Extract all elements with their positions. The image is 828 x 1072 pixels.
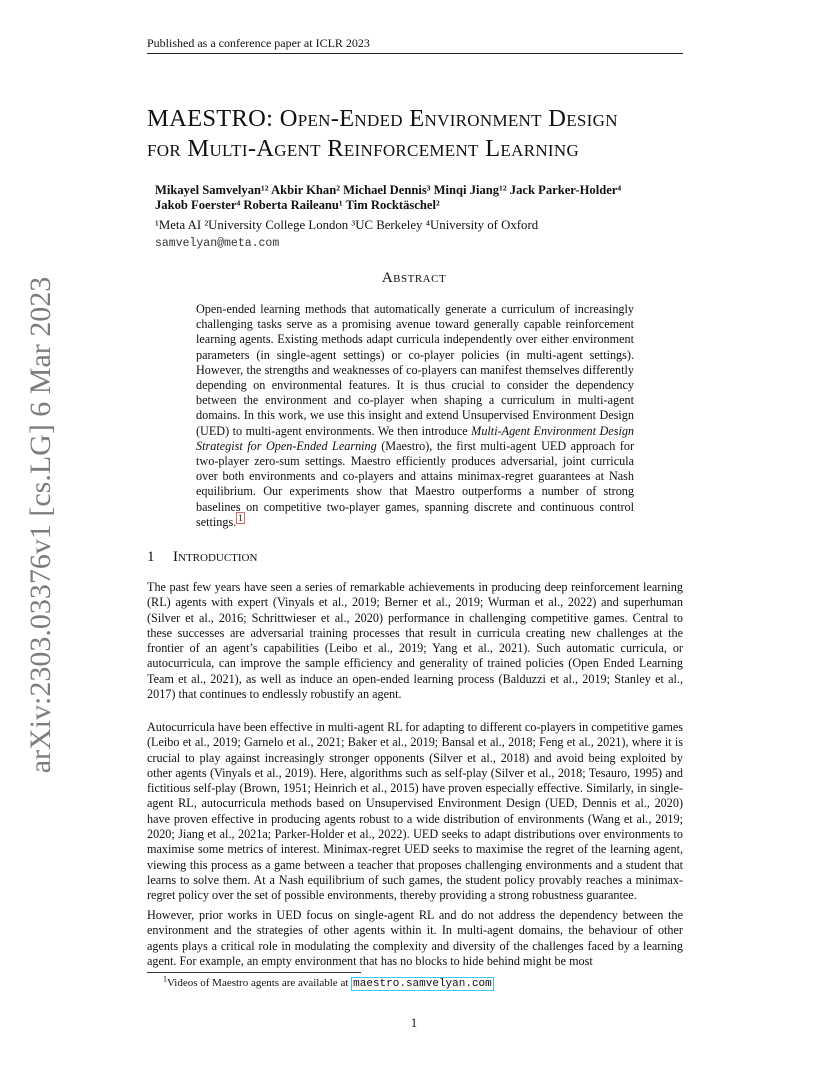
abstract-text-2: (Maestro), the first multi-agent UED approach for two-player zero-sum settings. Maestro efficiently produces adversarial, joint curricula over both environments and co-players and attains minimax-regret guarantees at Nash equilibrium. Our experiments show that Maestro outperforms a number of strong baselines on competitive two-player games, spanning discrete and continuous control settings. — [196, 438, 634, 529]
header-rule — [147, 53, 683, 54]
paragraph-3: However, prior works in UED focus on single-agent RL and do not address the dependency between the environment and the strategies of other agents within it. In multi-agent domains, the behaviour of other agents plays a critical role in modulating the complexity and diversity of the challenges faced by a learning agent. For example, an empty environment that has no blocks to hide behind might be most — [147, 908, 683, 968]
authors-line-2: Jakob Foerster⁴ Roberta Raileanu¹ Tim Rocktäschel² — [155, 198, 440, 212]
title-line-1: MAESTRO: Open-Ended Environment Design — [147, 105, 618, 132]
paragraph-2: Autocurricula have been effective in multi-agent RL for adapting to different co-players in competitive games (Leibo et al., 2019; Garnelo et al., 2021; Baker et al., 2019; Bansal et al., 2018; Feng et al., 2021), where it is crucial to play against increasingly stronger opponents (Silver et al., 2018) and avoid being exploited by other agents (Vinyals et al., 2019). Here, algorithms such as self-play (Silver et al., 2018; Tesauro, 1995) and fictitious self-play (Brown, 1951; Heinrich et al., 2015) have proven especially effective. Similarly, in single-agent RL, autocurricula methods based on Unsupervised Environment Design (UED, Dennis et al., 2020) have proven effective in producing agents robust to a wide distribution of environments (Wang et al., 2019; 2020; Jiang et al., 2021a; Parker-Holder et al., 2022). UED seeks to adapt distributions over environments to maximise some metrics of interest. Minimax-regret UED seeks to maximise the regret of the learning agent, viewing this process as a game between a teacher that proposes challenging environments and a student that learns to solve them. At a Nash equilibrium of such games, the student policy provably reaches a minimax-regret policy over the set of possible environments, thereby providing a strong robustness guarantee. — [147, 720, 683, 903]
author-list — [155, 183, 715, 213]
abstract-body — [196, 302, 634, 530]
footnote-rule — [147, 972, 361, 973]
affiliations: ¹Meta AI ²University College London ³UC Berkeley ⁴University of Oxford — [155, 218, 539, 232]
footnote-url-link[interactable]: maestro.samvelyan.com — [353, 978, 492, 990]
section-title: Introduction — [173, 549, 258, 565]
footnote-link[interactable]: 1 — [238, 512, 243, 523]
section-number: 1 — [147, 549, 155, 565]
abstract-italic: Multi-Agent Environment Design Strategist for Open-Ended Learning — [196, 423, 635, 453]
paper-title — [147, 104, 707, 164]
section-heading — [147, 549, 257, 566]
authors-line-1: Mikayel Samvelyan¹² Akbir Khan² Michael Dennis³ Minqi Jiang¹² Jack Parker-Holder⁴ — [155, 183, 622, 197]
abstract-text-1: Open-ended learning methods that automatically generate a curriculum of increasingly challenging tasks serve as a promising avenue toward generally capable reinforcement learning agents. Existing methods adapt curricula independently over either environment parameters (in single-agent settings) or co-player policies (in multi-agent settings). However, the strengths and weaknesses of co-players can manifest themselves differently depending on environmental features. It is thus crucial to consider the dependency between the environment and co-player when shaping a curriculum in multi-agent domains. In this work, we use this insight and extend Unsupervised Environment Design (UED) to multi-agent environments. We then introduce — [196, 302, 634, 438]
running-header: Published as a conference paper at ICLR 2023 — [147, 36, 370, 50]
abstract-heading: Abstract — [381, 270, 447, 286]
author-email[interactable]: samvelyan@meta.com — [155, 237, 280, 250]
footnote — [163, 974, 494, 990]
arxiv-identifier[interactable]: arXiv:2303.03376v1 [cs.LG] 6 Mar 2023 — [24, 276, 57, 774]
arxiv-sidebar — [24, 276, 57, 774]
paragraph-1: The past few years have seen a series of remarkable achievements in producing deep reinforcement learning (RL) agents with expert (Vinyals et al., 2019; Berner et al., 2019; Wurman et al., 2022) and superhuman (Silver et al., 2016; Schrittwieser et al., 2020) performance in challenging competitive games. Central to these successes are adversarial training processes that result in curricula creating new challenges at the frontier of an agent’s capabilities (Leibo et al., 2019; Yang et al., 2021). Such automatic curricula, or autocurricula, can improve the sample efficiency and generality of trained policies (Open Ended Learning Team et al., 2021), as well as induce an open-ended learning process (Balduzzi et al., 2019; Stanley et al., 2017) that continues to endlessly robustify an agent. — [147, 580, 683, 702]
page-number: 1 — [410, 1016, 418, 1030]
title-line-2: for Multi-Agent Reinforcement Learning — [147, 135, 580, 162]
footnote-text: Videos of Maestro agents are available at — [167, 977, 349, 989]
footnote-mark: 1 — [163, 974, 167, 984]
